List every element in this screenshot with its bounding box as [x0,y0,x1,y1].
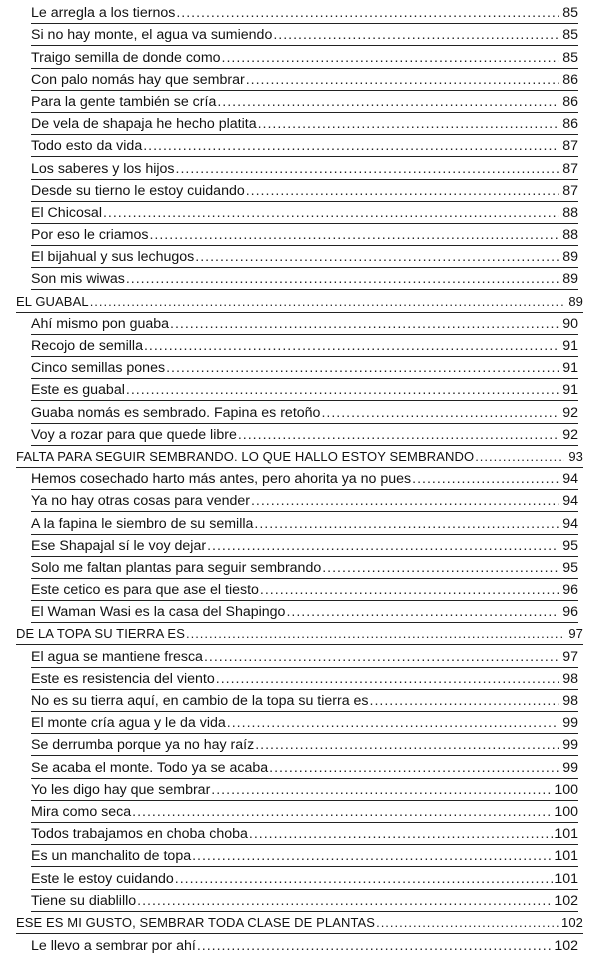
toc-entry[interactable] [31,46,578,68]
toc-entry[interactable] [31,890,578,912]
toc-page-number: 100 [554,803,578,820]
dot-leader [321,405,559,423]
toc-row [31,401,578,422]
dot-leader [137,893,553,911]
toc-row [31,2,578,23]
toc-row [31,490,578,511]
toc-section-heading[interactable] [16,290,583,312]
toc-entry-title: Este cetico es para que ase el tiesto [31,582,259,599]
toc-row [16,446,583,467]
toc-entry[interactable] [31,756,578,778]
toc-entry-title: Para la gente también se cría [31,93,217,110]
toc-entry-title: Traigo semilla de donde como [31,49,221,66]
dot-leader [132,804,553,822]
toc-row [31,468,578,489]
toc-page-number: 94 [562,515,578,532]
toc-entry[interactable] [31,490,578,512]
toc-entry-title: EL GUABAL [16,293,89,309]
dot-leader [216,671,559,689]
toc-page-number: 94 [562,493,578,510]
toc-entry[interactable] [31,379,578,401]
toc-page-number: 98 [562,670,578,687]
toc-entry[interactable] [31,268,578,290]
toc-entry-title: Este le estoy cuidando [31,870,174,887]
toc-entry-title: El agua se mantiene fresca [31,648,203,665]
toc-row [16,912,583,933]
toc-row [31,135,578,156]
toc-entry[interactable] [31,579,578,601]
toc-page-number: 94 [562,471,578,488]
toc-entry[interactable] [31,157,578,179]
toc-row [31,801,578,822]
toc-entry-title: A la fapina le siembro de su semilla [31,515,254,532]
toc-entry-title: Cinco semillas pones [31,360,166,377]
toc-entry-title: Ahí mismo pon guaba [31,315,170,332]
dot-leader [246,183,559,201]
dot-leader [227,715,559,733]
toc-entry[interactable] [31,202,578,224]
toc-row [31,268,578,289]
toc-entry[interactable] [31,401,578,423]
toc-page-number: 101 [554,826,578,843]
dot-leader [254,516,559,534]
toc-entry-title: Todo esto da vida [31,138,143,155]
toc-entry-title: El bijahual y sus lechugos [31,249,195,266]
toc-entry-title: El monte cría agua y le da vida [31,715,226,732]
dot-leader [246,72,559,90]
dot-leader [207,538,559,556]
dot-leader [412,471,559,489]
dot-leader [149,227,559,245]
dot-leader [143,138,559,156]
toc-row [31,202,578,223]
toc-entry[interactable] [31,246,578,268]
dot-leader [217,94,559,112]
toc-entry-title: No es su tierra aquí, en cambio de la topa su tierra es [31,693,369,709]
toc-row [31,645,578,666]
toc-entry[interactable] [31,357,578,379]
toc-page-number: 89 [568,293,583,309]
toc-row [31,845,578,866]
toc-entry-title: Yo les digo hay que sembrar [31,781,211,798]
dot-leader [126,382,559,400]
dot-leader [222,50,559,68]
toc-entry-title: Desde su tierno le estoy cuidando [31,182,245,199]
toc-entry[interactable] [31,557,578,579]
toc-entry[interactable] [31,668,578,690]
toc-entry-title: Ese Shapajal sí le voy dejar [31,537,207,554]
toc-row [31,335,578,356]
toc-row [31,357,578,378]
dot-leader [211,782,553,800]
toc-row [31,113,578,134]
toc-entry[interactable] [31,91,578,113]
toc-page-number: 99 [562,737,578,754]
toc-row [31,379,578,400]
toc-entry-title: Ya no hay otras cosas para vender [31,493,250,510]
toc-entry-title: Mira como seca [31,803,132,820]
toc-page-number: 89 [562,249,578,266]
toc-row [31,690,578,711]
toc-row [31,668,578,689]
toc-entry[interactable] [31,845,578,867]
toc-row [31,779,578,800]
toc-page-number: 102 [561,914,583,930]
toc-entry-title: Este es guabal [31,382,125,399]
toc-entry[interactable] [31,512,578,534]
dot-leader [273,27,559,45]
dot-leader [249,826,553,844]
toc-row [31,867,578,888]
toc-page-number: 102 [554,938,578,955]
toc-row [16,623,583,644]
toc-entry-title: Se derrumba porque ya no hay raíz [31,737,255,754]
toc-entry-title: El Waman Wasi es la casa del Shapingo [31,604,286,621]
dot-leader [176,161,559,179]
toc-page-number: 90 [562,315,578,332]
toc-entry-title: De vela de shapaja he hecho platita [31,116,257,133]
toc-entry[interactable] [31,224,578,246]
toc-row [31,424,578,445]
toc-row [31,712,578,733]
toc-page-number: 97 [562,648,578,665]
dot-leader [260,582,559,600]
toc-page-number: 102 [554,892,578,909]
toc-row [31,91,578,112]
toc-entry[interactable] [31,823,578,845]
toc-entry[interactable] [31,645,578,667]
toc-page-number: 95 [562,537,578,554]
dot-leader [269,760,559,778]
dot-leader [258,116,559,134]
toc-page-number: 93 [568,448,583,464]
toc-entry-title: Los saberes y los hijos [31,160,175,177]
toc-page-number: 99 [562,715,578,732]
toc-entry-title: Hemos cosechado harto más antes, pero ahorita ya no pues [31,471,412,488]
toc-entry[interactable] [31,113,578,135]
toc-page-number: 92 [562,404,578,421]
toc-row [31,224,578,245]
toc-entry[interactable] [31,2,578,24]
toc-entry[interactable] [31,867,578,889]
toc-row [31,246,578,267]
dot-leader [90,294,564,312]
toc-page-number: 100 [554,781,578,798]
toc-page-number: 101 [554,870,578,887]
dot-leader [144,338,559,356]
toc-section-heading[interactable] [16,446,583,468]
toc-row [31,69,578,90]
toc-entry[interactable] [31,24,578,46]
toc-entry[interactable] [31,313,578,335]
toc-row [16,290,583,311]
dot-leader [175,871,554,889]
toc-entry-title: Con palo nomás hay que sembrar [31,71,245,88]
toc-row [31,557,578,578]
toc-entry-title: Por eso le criamos [31,227,149,244]
toc-row [31,890,578,911]
toc-entry-title: Le llevo a sembrar por ahí [31,938,196,955]
toc-page-number: 89 [562,271,578,288]
toc-entry-title: DE LA TOPA SU TIERRA ES [16,626,185,642]
toc-row [31,734,578,755]
dot-leader [197,938,554,956]
dot-leader [170,316,559,334]
toc-page-number: 92 [562,426,578,443]
toc-row [31,756,578,777]
toc-entry[interactable] [31,535,578,557]
toc-row [31,601,578,622]
toc-entry[interactable] [31,779,578,801]
toc-entry-title: Recojo de semilla [31,338,143,354]
toc-page-number: 87 [562,160,578,177]
toc-entry-title: Son mis wiwas [31,271,125,288]
toc-page-number: 95 [562,559,578,576]
table-of-contents [0,2,600,956]
dot-leader [251,493,559,511]
toc-entry[interactable] [31,690,578,712]
toc-page-number: 85 [562,5,578,22]
toc-entry[interactable] [31,335,578,357]
toc-page-number: 91 [562,338,578,354]
toc-entry-title: FALTA PARA SEGUIR SEMBRANDO. LO QUE HALLO ESTOY SEMBRANDO [16,448,475,464]
dot-leader [255,737,559,755]
toc-row [31,157,578,178]
toc-entry-title: Tiene su diablillo [31,892,137,909]
toc-entry-title: Solo me faltan plantas para seguir sembrando [31,559,322,576]
toc-entry[interactable] [31,69,578,91]
toc-entry[interactable] [31,424,578,446]
toc-page-number: 86 [562,93,578,110]
toc-entry-title: Es un manchalito de topa [31,848,192,865]
dot-leader [370,693,559,711]
toc-entry-title: Voy a rozar para que quede libre [31,426,237,443]
toc-page-number: 85 [562,27,578,44]
toc-page-number: 87 [562,138,578,155]
dot-leader [475,449,564,467]
toc-entry-title: Si no hay monte, el agua va sumiendo [31,27,273,44]
toc-entry-title: Le arregla a los tiernos [31,5,176,22]
toc-page-number: 101 [554,848,578,865]
toc-entry[interactable] [31,734,578,756]
toc-row [31,313,578,334]
toc-row [31,535,578,556]
toc-entry[interactable] [31,601,578,623]
toc-section-heading[interactable] [16,623,583,645]
toc-entry[interactable] [31,135,578,157]
toc-page-number: 86 [562,116,578,133]
dot-leader [238,427,559,445]
toc-page-number: 98 [562,693,578,709]
toc-page-number: 96 [562,604,578,621]
dot-leader [186,626,564,644]
toc-entry-title: Todos trabajamos en choba choba [31,826,248,843]
toc-page-number: 87 [562,182,578,199]
toc-entry[interactable] [31,801,578,823]
toc-page-number: 96 [562,582,578,599]
toc-page-number: 97 [568,626,583,642]
toc-page-number: 91 [562,382,578,399]
dot-leader [376,915,560,933]
dot-leader [192,848,553,866]
toc-page-number: 88 [562,204,578,221]
dot-leader [126,271,559,289]
toc-row [31,579,578,600]
toc-page-number: 88 [562,227,578,244]
dot-leader [166,360,559,378]
toc-row [31,823,578,844]
toc-entry[interactable] [31,468,578,490]
toc-row [31,512,578,533]
dot-leader [176,5,559,23]
toc-page-number: 99 [562,759,578,776]
dot-leader [322,560,559,578]
toc-page-number: 86 [562,71,578,88]
dot-leader [204,649,559,667]
toc-entry-title: Guaba nomás es sembrado. Fapina es retoño [31,404,321,421]
toc-row [31,180,578,201]
toc-entry-title: Se acaba el monte. Todo ya se acaba [31,759,269,776]
toc-entry-title: El Chicosal [31,204,102,221]
toc-entry[interactable] [31,180,578,202]
dot-leader [103,205,559,223]
toc-page-number: 85 [562,49,578,66]
toc-row [31,46,578,67]
dot-leader [286,604,559,622]
dot-leader [195,249,559,267]
toc-entry-title: Este es resistencia del viento [31,670,215,687]
toc-entry[interactable] [31,712,578,734]
toc-entry-title: ESE ES MI GUSTO, SEMBRAR TODA CLASE DE PLANTAS [16,914,376,930]
toc-row [31,24,578,45]
toc-page-number: 91 [562,360,578,377]
toc-section-heading[interactable] [16,912,583,934]
